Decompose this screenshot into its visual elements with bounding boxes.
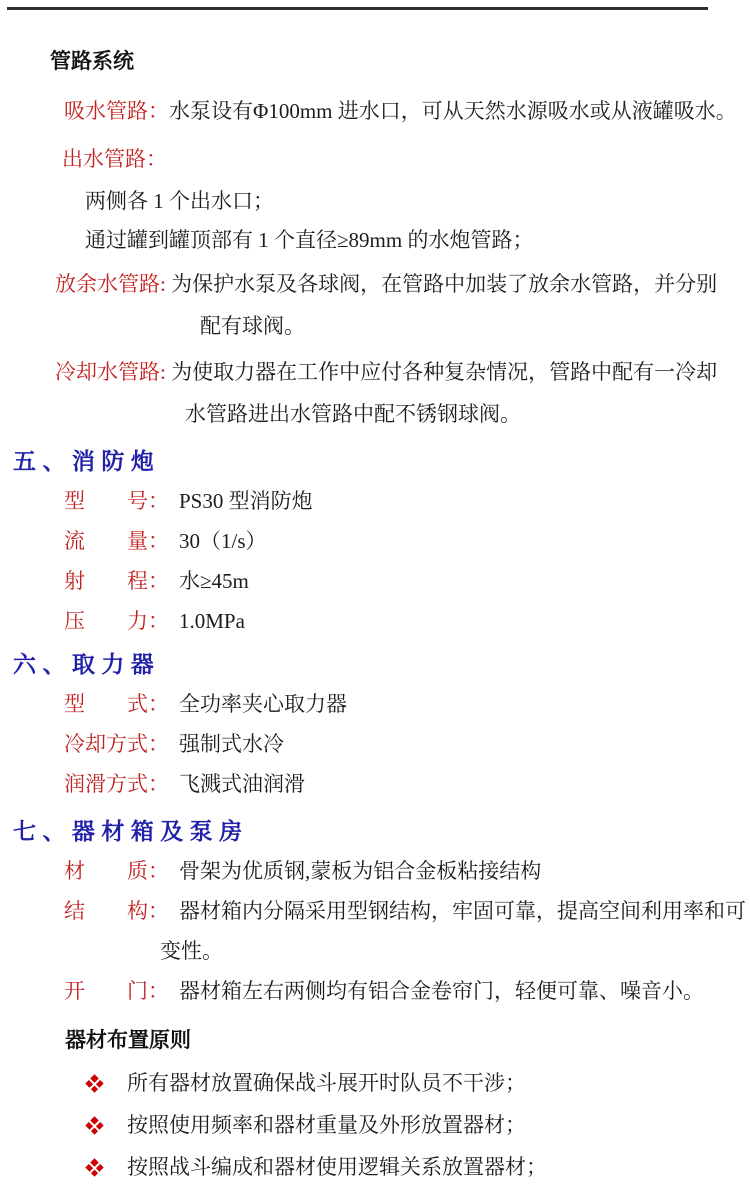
spec-row-cannon-flow (64, 527, 750, 555)
heading-section7-equipment-box: 七、器材箱及泵房 (13, 819, 249, 844)
four-diamond-bullet-icon (85, 1074, 103, 1092)
pto-lubrication-label: 润滑方式： (64, 772, 169, 796)
spec-row-pto-lubrication (64, 770, 750, 798)
layout-principle-item (88, 1069, 750, 1097)
spec-row-box-structure (64, 897, 750, 925)
paragraph-suction-pipe (64, 97, 750, 125)
box-structure-value: 器材箱内分隔采用型钢结构，牢固可靠，提高空间利用率和可 (179, 899, 746, 923)
spec-row-box-doors (64, 977, 750, 1005)
pto-type-label: 型 式： (64, 692, 169, 716)
pto-lubrication-value: 飞溅式油润滑 (179, 772, 305, 796)
four-diamond-bullet-icon (85, 1158, 103, 1176)
suction-pipe-text: 水泵设有Φ100mm 进水口，可从天然水源吸水或从液罐吸水。 (169, 99, 737, 123)
cannon-flow-label: 流 量： (64, 529, 169, 553)
box-doors-label: 开 门： (64, 979, 169, 1003)
layout-principle-text: 所有器材放置确保战斗展开时队员不干涉； (127, 1071, 526, 1095)
pto-type-value: 全功率夹心取力器 (179, 692, 347, 716)
drain-pipe-text-line1: 为保护水泵及各球阀，在管路中加装了放余水管路，并分别 (171, 272, 718, 296)
cannon-range-label: 射 程： (64, 569, 169, 593)
cooling-pipe-label: 冷却水管路: (55, 360, 166, 384)
box-doors-value: 器材箱左右两侧均有铝合金卷帘门，轻便可靠、噪音小。 (179, 979, 704, 1003)
pto-cooling-label: 冷却方式： (64, 732, 169, 756)
cooling-pipe-text-line1: 为使取力器在工作中应付各种复杂情况，管路中配有一冷却 (171, 360, 718, 384)
spec-row-cannon-range (64, 567, 750, 595)
outlet-line-2: 通过罐到罐顶部有 1 个直径≥89mm 的水炮管路； (85, 228, 534, 252)
heading-section6-power-takeoff: 六、取力器 (13, 652, 161, 677)
drain-pipe-text-line2: 配有球阀。 (200, 314, 305, 338)
cannon-flow-value: 30（1/s） (179, 529, 267, 553)
spec-row-cannon-model (64, 487, 750, 515)
cannon-model-value: PS30 型消防炮 (179, 489, 313, 513)
outlet-pipe-label: 出水管路： (62, 147, 167, 171)
cannon-pressure-value: 1.0MPa (179, 609, 245, 633)
cooling-pipe-text-line2: 水管路进出水管路中配不锈钢球阀。 (185, 402, 521, 426)
spec-row-box-material (64, 857, 750, 885)
box-material-label: 材 质： (64, 859, 169, 883)
heading-piping-system: 管路系统 (50, 50, 134, 73)
spec-row-pto-cooling (64, 730, 750, 758)
heading-equipment-layout-principles: 器材布置原则 (65, 1029, 191, 1052)
layout-principle-text: 按照使用频率和器材重量及外形放置器材； (127, 1113, 526, 1137)
spec-row-pto-type (64, 690, 750, 718)
box-material-value: 骨架为优质钢,蒙板为铝合金板粘接结构 (179, 859, 542, 883)
outlet-line-1: 两侧各 1 个出水口； (85, 189, 274, 213)
paragraph-drain-pipe (55, 270, 750, 298)
cannon-range-value: 水≥45m (179, 569, 249, 593)
suction-pipe-label: 吸水管路： (64, 99, 169, 123)
top-rule (7, 7, 708, 10)
pto-cooling-value: 强制式水冷 (179, 732, 284, 756)
box-structure-label: 结 构： (64, 899, 169, 923)
layout-principle-item (88, 1111, 750, 1139)
heading-section5-fire-cannon: 五、消防炮 (13, 449, 161, 474)
drain-pipe-label: 放余水管路: (55, 272, 166, 296)
cannon-pressure-label: 压 力： (64, 609, 169, 633)
cannon-model-label: 型 号： (64, 489, 169, 513)
paragraph-outlet-pipe (62, 145, 750, 173)
spec-row-cannon-pressure (64, 607, 750, 635)
paragraph-cooling-pipe (55, 358, 750, 386)
four-diamond-bullet-icon (85, 1116, 103, 1134)
layout-principle-item (88, 1153, 750, 1181)
layout-principle-text: 按照战斗编成和器材使用逻辑关系放置器材； (127, 1155, 547, 1179)
box-structure-wrap-line: 变性。 (160, 939, 223, 963)
